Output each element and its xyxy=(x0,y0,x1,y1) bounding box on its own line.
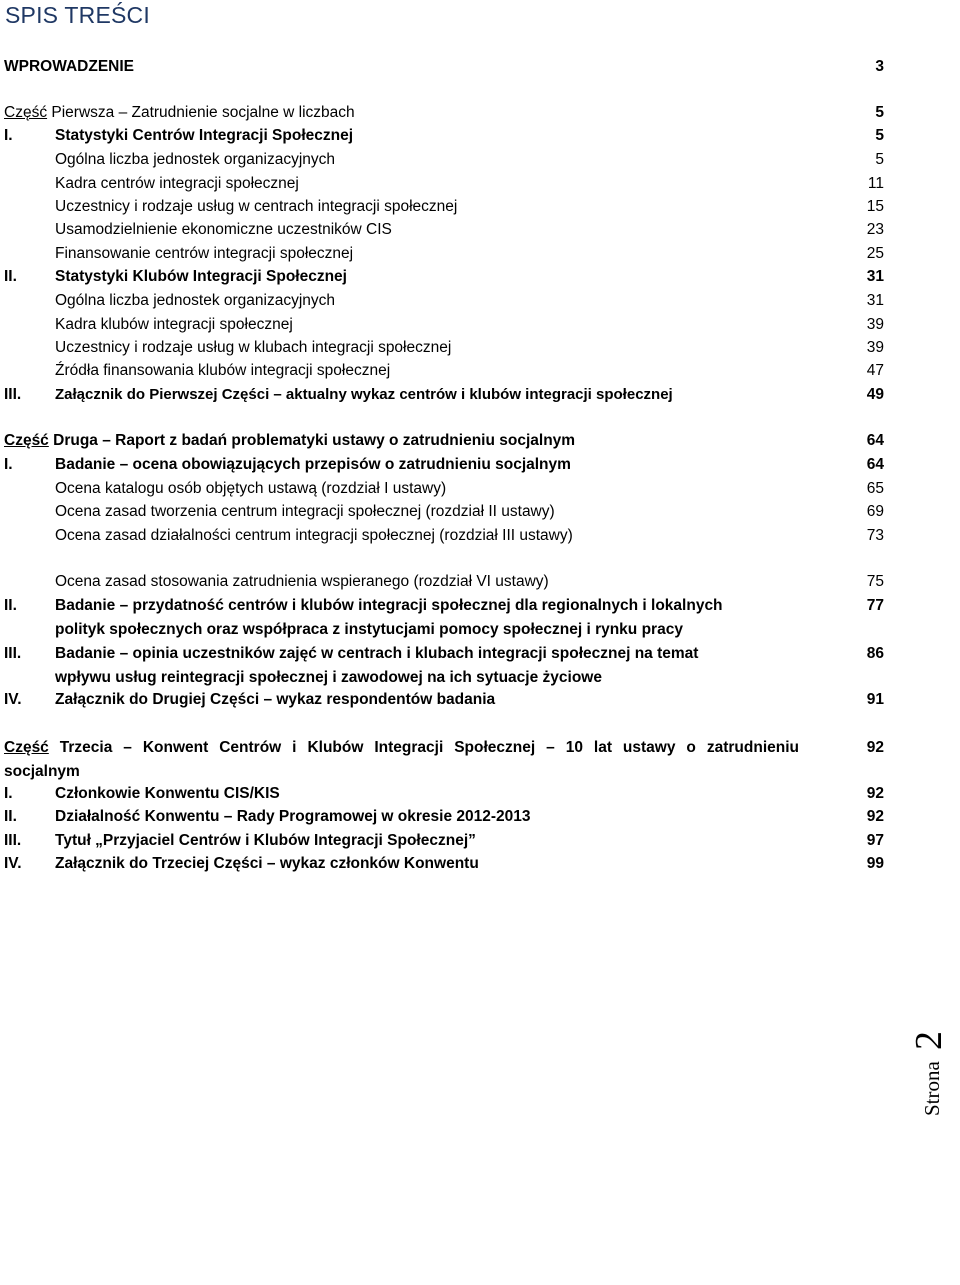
section-number: III. xyxy=(4,832,22,849)
part-prefix: Część xyxy=(4,432,49,449)
part-prefix: Część xyxy=(4,739,49,756)
toc-entry-page: 39 xyxy=(866,316,884,333)
part-title-line-1 xyxy=(4,736,799,760)
toc-entry-title: Ogólna liczba jednostek organizacyjnych xyxy=(55,151,336,168)
toc-entry-page: 64 xyxy=(866,456,884,473)
toc-entry-title: Ocena zasad tworzenia centrum integracji społecznej (rozdział II ustawy) xyxy=(55,503,555,520)
toc-entry-title: WPROWADZENIE xyxy=(4,58,135,75)
toc-item[interactable] xyxy=(4,219,884,241)
toc-entry-page: 97 xyxy=(866,832,884,849)
toc-entry-page: 5 xyxy=(875,127,884,144)
toc-section-1-1[interactable] xyxy=(4,125,884,147)
page-label: Strona xyxy=(920,1061,944,1116)
toc-item[interactable] xyxy=(4,290,884,312)
toc-section-3-2[interactable] xyxy=(4,806,884,828)
toc-section-2-2[interactable] xyxy=(4,594,884,642)
section-number: IV. xyxy=(4,691,22,708)
toc-item[interactable] xyxy=(4,478,884,500)
toc-entry-introduction[interactable] xyxy=(4,56,884,78)
toc-entry-page: 86 xyxy=(866,645,884,662)
toc-part-3[interactable] xyxy=(4,736,884,784)
toc-entry-page: 64 xyxy=(866,432,884,449)
toc-item[interactable] xyxy=(4,314,884,336)
toc-entry-title: Źródła finansowania klubów integracji społecznej xyxy=(55,362,391,379)
toc-section-2-3[interactable] xyxy=(4,642,884,690)
toc-entry-page: 69 xyxy=(866,503,884,520)
section-title-line-2: wpływu usług reintegracji społecznej i zawodowej na ich sytuacje życiowe xyxy=(55,668,602,686)
toc-section-1-2[interactable] xyxy=(4,266,884,288)
toc-entry-page: 15 xyxy=(866,198,884,215)
toc-entry-page: 31 xyxy=(866,292,884,309)
section-number: III. xyxy=(4,386,22,403)
page-number: 2 xyxy=(908,1031,950,1050)
part-title: Pierwsza – Zatrudnienie socjalne w liczbach xyxy=(51,104,355,121)
toc-entry-title: Usamodzielnienie ekonomiczne uczestników CIS xyxy=(55,221,392,238)
toc-part-2[interactable] xyxy=(4,430,884,452)
section-title: Tytuł „Przyjaciel Centrów i Klubów Integracji Społecznej” xyxy=(55,832,476,849)
section-title-line-2: polityk społecznych oraz współpraca z instytucjami pomocy społecznej i rynku pracy xyxy=(55,620,683,638)
toc-entry-page: 49 xyxy=(866,386,884,403)
toc-entry-page: 77 xyxy=(866,597,884,614)
toc-item[interactable] xyxy=(4,525,884,547)
toc-section-2-4[interactable] xyxy=(4,689,884,711)
toc-entry-page: 47 xyxy=(866,362,884,379)
toc-entry-title: Kadra centrów integracji społecznej xyxy=(55,175,299,192)
toc-entry-page: 92 xyxy=(866,785,884,802)
section-title: Załącznik do Drugiej Części – wykaz respondentów badania xyxy=(55,691,496,708)
section-number: III. xyxy=(4,645,22,662)
section-number: I. xyxy=(4,456,13,473)
toc-entry-page: 25 xyxy=(866,245,884,262)
section-title: Członkowie Konwentu CIS/KIS xyxy=(55,785,280,802)
page-title: SPIS TREŚCI xyxy=(5,2,150,28)
section-number: I. xyxy=(4,785,13,802)
toc-entry-page: 5 xyxy=(875,104,884,121)
section-number: I. xyxy=(4,127,13,144)
toc-entry-title: Uczestnicy i rodzaje usług w centrach integracji społecznej xyxy=(55,198,458,215)
section-title-line-1: Badanie – przydatność centrów i klubów integracji społecznej dla regionalnych i lokalnych xyxy=(55,597,723,614)
section-title xyxy=(55,642,698,689)
toc-entry-page: 73 xyxy=(866,527,884,544)
section-title: Statystyki Klubów Integracji Społecznej xyxy=(55,268,347,285)
toc-entry-title: Ocena zasad działalności centrum integracji społecznej (rozdział III ustawy) xyxy=(55,527,573,544)
toc-entry-page: 5 xyxy=(875,151,884,168)
toc-item[interactable] xyxy=(4,173,884,195)
toc-entry-title: Finansowanie centrów integracji społecznej xyxy=(55,245,354,262)
toc-item[interactable] xyxy=(4,571,884,593)
toc-part-1[interactable] xyxy=(4,102,884,124)
section-number: II. xyxy=(4,597,17,614)
part-title: Trzecia – Konwent Centrów i Klubów Integracji Społecznej – 10 lat ustawy o zatrudnieniu xyxy=(59,739,799,756)
toc-item[interactable] xyxy=(4,149,884,171)
section-title-line-1: Badanie – opinia uczestników zajęć w centrach i klubach integracji społecznej na temat xyxy=(55,645,699,662)
toc-item[interactable] xyxy=(4,337,884,359)
section-title xyxy=(55,594,723,641)
toc-entry-page: 23 xyxy=(866,221,884,238)
section-title: Badanie – ocena obowiązujących przepisów o zatrudnieniu socjalnym xyxy=(55,456,571,473)
toc-entry-title: Kadra klubów integracji społecznej xyxy=(55,316,293,333)
part-prefix: Część xyxy=(4,104,48,121)
section-title: Załącznik do Trzeciej Części – wykaz członków Konwentu xyxy=(55,855,479,872)
toc-entry-page: 91 xyxy=(866,691,884,708)
toc-item[interactable] xyxy=(4,360,884,382)
toc-entry-page: 39 xyxy=(866,339,884,356)
toc-entry-page: 11 xyxy=(867,175,884,192)
toc-entry-title: Ogólna liczba jednostek organizacyjnych xyxy=(55,292,336,309)
section-title: Załącznik do Pierwszej Części – aktualny wykaz centrów i klubów integracji społecznej xyxy=(55,386,673,403)
part-title-line-2: socjalnym xyxy=(4,762,80,780)
toc-entry-page: 92 xyxy=(866,739,884,756)
toc-item[interactable] xyxy=(4,243,884,265)
toc-section-3-1[interactable] xyxy=(4,783,884,805)
section-number: II. xyxy=(4,808,17,825)
toc-entry-page: 3 xyxy=(875,58,884,75)
toc-entry-title: Ocena zasad stosowania zatrudnienia wspieranego (rozdział VI ustawy) xyxy=(55,573,549,590)
toc-entry-page: 65 xyxy=(866,480,884,497)
toc-section-1-3[interactable] xyxy=(4,384,884,406)
toc-entry-page: 75 xyxy=(866,573,884,590)
toc-entry-title: Uczestnicy i rodzaje usług w klubach integracji społecznej xyxy=(55,339,452,356)
toc-entry-page: 31 xyxy=(866,268,884,285)
toc-section-3-3[interactable] xyxy=(4,830,884,852)
toc-entry-page: 99 xyxy=(866,855,884,872)
section-number: II. xyxy=(4,268,17,285)
section-title: Działalność Konwentu – Rady Programowej w okresie 2012-2013 xyxy=(55,808,531,825)
toc-section-3-4[interactable] xyxy=(4,853,884,875)
section-number: IV. xyxy=(4,855,22,872)
toc-section-2-1[interactable] xyxy=(4,454,884,476)
section-title: Statystyki Centrów Integracji Społecznej xyxy=(55,127,354,144)
part-title: Druga – Raport z badań problematyki ustawy o zatrudnieniu socjalnym xyxy=(53,432,576,449)
toc-item[interactable] xyxy=(4,196,884,218)
toc-item[interactable] xyxy=(4,501,884,523)
toc-entry-title: Ocena katalogu osób objętych ustawą (rozdział I ustawy) xyxy=(55,480,447,497)
page-number-footer xyxy=(893,960,953,1120)
toc-entry-page: 92 xyxy=(866,808,884,825)
